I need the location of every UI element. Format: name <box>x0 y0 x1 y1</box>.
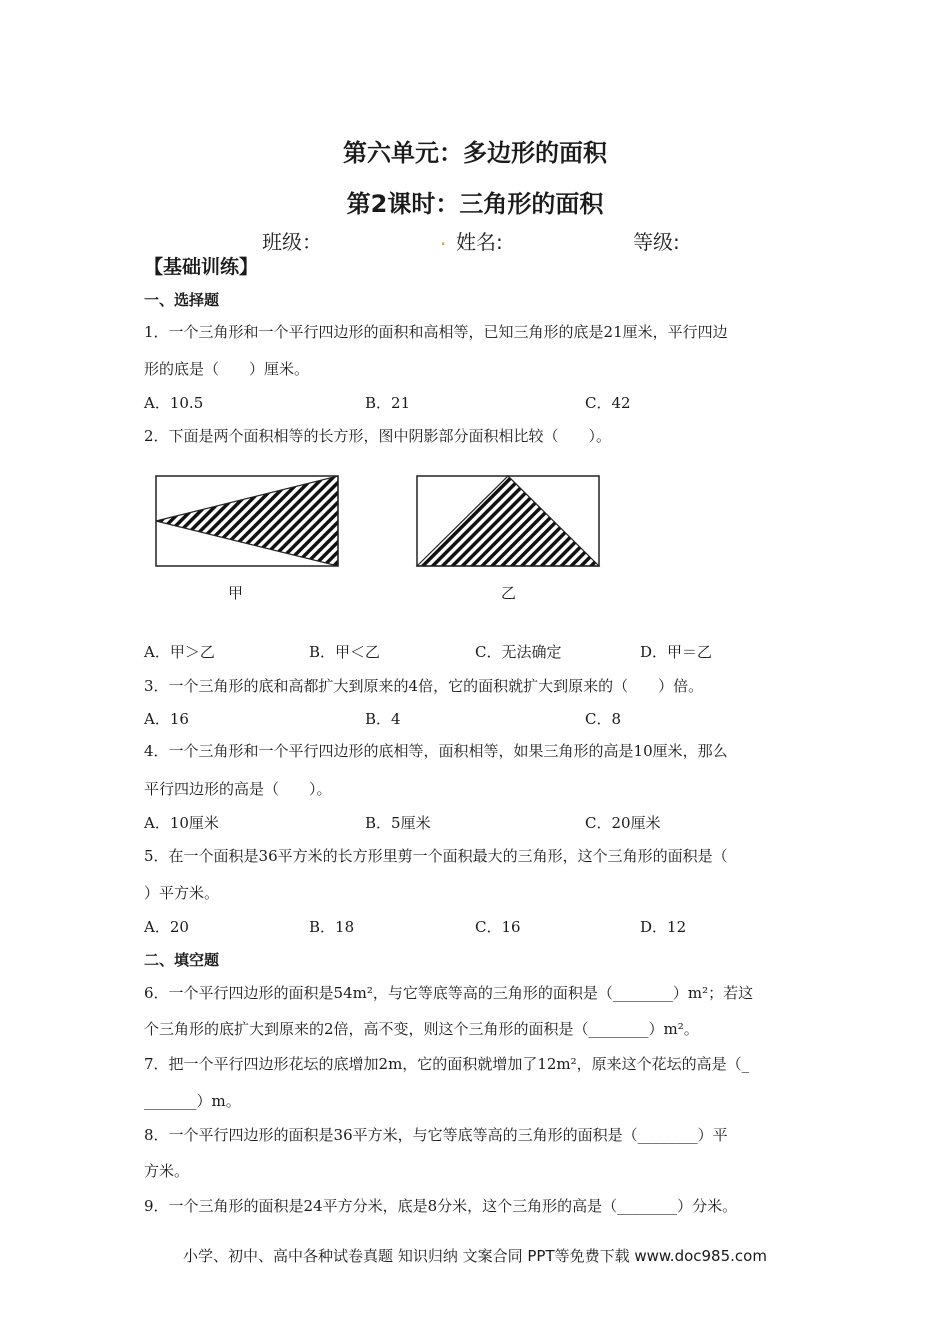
separator-dot: . <box>440 226 447 250</box>
q2-option-b: B．甲＜乙 <box>309 643 381 661</box>
rectangle-jia <box>156 476 338 566</box>
section-choice: 一、选择题 <box>144 291 220 309</box>
question-1-line-1: 1．一个三角形和一个平行四边形的面积和高相等，已知三角形的底是21厘米，平行四边 <box>144 323 728 341</box>
figure-label-yi: 乙 <box>501 584 517 602</box>
question-2-line-1: 2．下面是两个面积相等的长方形，图中阴影部分面积相比较（ ）。 <box>144 427 612 445</box>
question-5-line-1: 5．在一个面积是36平方米的长方形里剪一个面积最大的三角形，这个三角形的面积是（ <box>144 847 728 865</box>
q4-option-a: A．10厘米 <box>144 814 219 832</box>
q5-option-a: A．20 <box>144 918 189 936</box>
question-4-line-2: 平行四边形的高是（ ）。 <box>144 780 332 798</box>
question-8-line-2: 方米。 <box>144 1162 190 1180</box>
figure-label-jia: 甲 <box>228 584 244 602</box>
question-6-line-2: 个三角形的底扩大到原来的2倍，高不变，则这个三角形的面积是（________）m²。 <box>144 1020 699 1038</box>
question-9-line-1: 9．一个三角形的面积是24平方分米，底是8分米，这个三角形的高是（________）分米。 <box>144 1197 738 1215</box>
q4-option-c: C．20厘米 <box>585 814 661 832</box>
question-8-line-1: 8．一个平行四边形的面积是36平方米，与它等底等高的三角形的面积是（________）平 <box>144 1126 728 1144</box>
q3-option-a: A．16 <box>144 710 189 728</box>
rectangle-yi <box>417 476 599 566</box>
q2-option-c: C．无法确定 <box>475 643 562 661</box>
q4-option-b: B．5厘米 <box>365 814 431 832</box>
section-fill-blank: 二、填空题 <box>144 951 220 969</box>
q2-option-d: D．甲＝乙 <box>640 643 713 661</box>
q1-option-b: B．21 <box>365 394 411 412</box>
question-6-line-1: 6．一个平行四边形的面积是54m²，与它等底等高的三角形的面积是（________）m²；若这 <box>144 984 754 1002</box>
page-subtitle: 第2课时：三角形的面积 <box>346 190 604 218</box>
q1-option-a: A．10.5 <box>144 394 204 412</box>
page-footer: 小学、初中、高中各种试卷真题 知识归纳 文案合同 PPT等免费下载 www.doc985.com <box>183 1247 767 1265</box>
page-title: 第六单元：多边形的面积 <box>343 139 607 167</box>
name-label: 姓名: <box>456 230 503 254</box>
q5-option-c: C．16 <box>475 918 521 936</box>
q3-option-b: B．4 <box>365 710 401 728</box>
question-7-line-1: 7．把一个平行四边形花坛的底增加2m，它的面积就增加了12m²，原来这个花坛的高是（_ <box>144 1055 750 1073</box>
rectangles-figure <box>150 470 610 575</box>
q5-option-b: B．18 <box>309 918 355 936</box>
question-4-line-1: 4．一个三角形和一个平行四边形的底相等，面积相等，如果三角形的高是10厘米，那么 <box>144 742 728 760</box>
question-1-line-2: 形的底是（ ）厘米。 <box>144 360 310 378</box>
question-3-line-1: 3．一个三角形的底和高都扩大到原来的4倍，它的面积就扩大到原来的（ ）倍。 <box>144 677 704 695</box>
q3-option-c: C．8 <box>585 710 622 728</box>
section-basic-training: 【基础训练】 <box>144 256 259 278</box>
q2-option-a: A．甲＞乙 <box>144 643 215 661</box>
question-5-line-2: ）平方米。 <box>144 884 220 902</box>
q5-option-d: D．12 <box>640 918 687 936</box>
grade-label: 等级: <box>633 230 680 254</box>
q1-option-c: C．42 <box>585 394 631 412</box>
question-7-line-2: _______）m。 <box>144 1092 241 1110</box>
class-label: 班级： <box>262 230 322 254</box>
